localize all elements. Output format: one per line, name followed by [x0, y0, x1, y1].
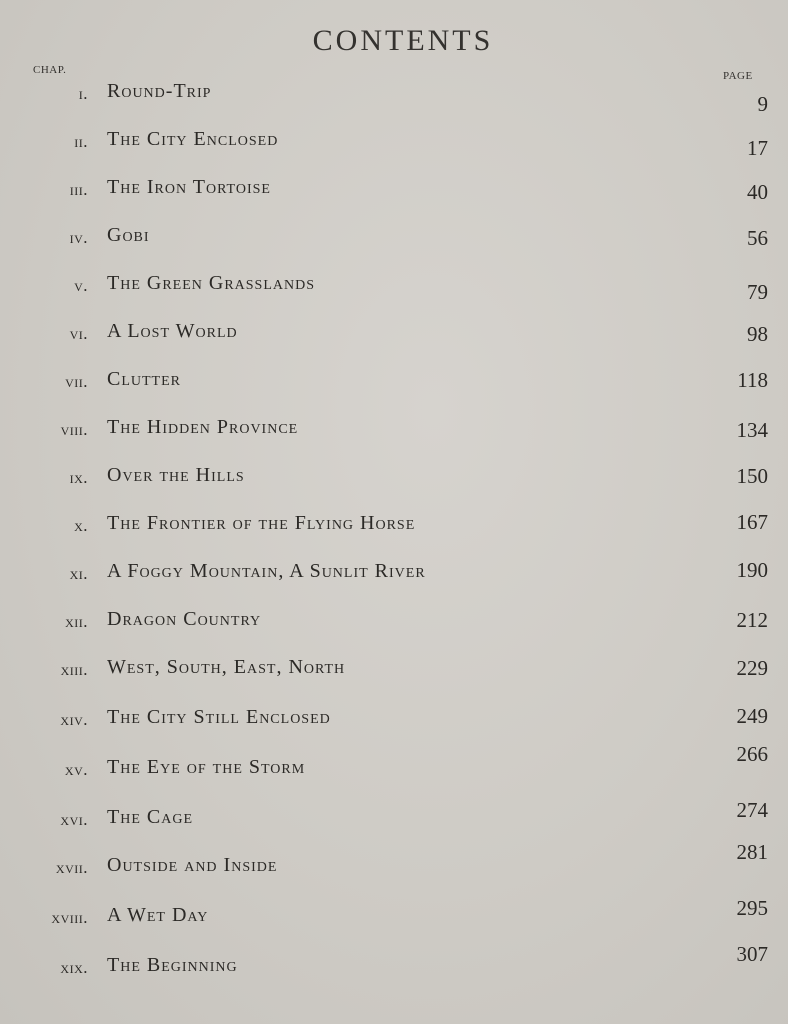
chapter-page-number: 40 [747, 180, 768, 204]
chapter-title: The City Enclosed [107, 128, 279, 150]
toc-entry [0, 840, 788, 884]
chapter-page-number: 134 [736, 418, 768, 442]
chapter-number: x. [74, 516, 88, 535]
chapter-page-number: 274 [736, 798, 768, 822]
chapter-title: A Lost World [107, 320, 238, 342]
chapter-number: iv. [69, 228, 88, 247]
chapter-title: Outside and Inside [107, 854, 278, 876]
toc-entry [0, 656, 788, 686]
chapter-title: The Eye of the Storm [107, 756, 306, 778]
chapter-title: The City Still Enclosed [107, 706, 331, 728]
chapter-number: xvi. [60, 810, 88, 829]
toc-entry [0, 128, 788, 158]
chapter-number: vii. [65, 372, 88, 391]
page-title: CONTENTS [312, 24, 494, 57]
chapter-page-number: 98 [747, 322, 768, 346]
chapter-page-number: 150 [736, 464, 768, 488]
chapter-number: xi. [69, 564, 88, 583]
chapter-number: v. [74, 276, 88, 295]
toc-entry [0, 176, 788, 206]
toc-entry [0, 368, 788, 398]
toc-entry [0, 742, 788, 786]
chapter-title: The Beginning [107, 954, 238, 976]
toc-entry [0, 416, 788, 446]
toc-entry [0, 512, 788, 542]
toc-entry [0, 942, 788, 984]
toc-entry [0, 560, 788, 590]
toc-entry [0, 706, 788, 736]
chapter-number: iii. [69, 180, 88, 199]
chapter-number: xv. [64, 760, 88, 779]
chapter-page-number: 229 [736, 656, 768, 680]
page-column-header: PAGE [723, 70, 753, 82]
chapter-page-number: 266 [736, 742, 768, 766]
chapter-page-number: 212 [736, 608, 768, 632]
chapter-page-number: 56 [747, 226, 768, 250]
chapter-title: A Foggy Mountain, A Sunlit River [107, 560, 426, 582]
chapter-page-number: 79 [747, 280, 768, 304]
chapter-number: xii. [65, 612, 88, 631]
chapter-column-header: CHAP. [33, 64, 67, 76]
toc-entry [0, 272, 788, 302]
chapter-title: Over the Hills [107, 464, 245, 486]
toc-entry [0, 224, 788, 254]
chapter-page-number: 281 [736, 840, 768, 864]
chapter-title: The Hidden Province [107, 416, 299, 438]
chapter-title: The Cage [107, 806, 193, 828]
chapter-page-number: 167 [736, 510, 768, 534]
chapter-page-number: 190 [736, 558, 768, 582]
chapter-title: Dragon Country [107, 608, 262, 630]
chapter-title: A Wet Day [107, 904, 209, 926]
chapter-title: Clutter [107, 368, 181, 390]
chapter-number: xvii. [55, 858, 88, 877]
chapter-number: xiii. [60, 660, 88, 679]
chapter-title: Round-Trip [107, 80, 212, 102]
chapter-title: The Green Grasslands [107, 272, 316, 294]
chapter-number: viii. [60, 420, 88, 439]
chapter-number: xix. [60, 958, 88, 977]
chapter-page-number: 17 [747, 136, 768, 160]
toc-entry [0, 320, 788, 350]
chapter-title: West, South, East, North [107, 656, 346, 678]
chapter-page-number: 249 [736, 704, 768, 728]
toc-entry [0, 896, 788, 934]
chapter-number: xiv. [60, 710, 88, 729]
chapter-number: i. [78, 84, 88, 103]
toc-entry [0, 798, 788, 836]
toc-entry [0, 608, 788, 638]
toc-entry [0, 464, 788, 494]
chapter-number: vi. [69, 324, 88, 343]
chapter-title: The Iron Tortoise [107, 176, 271, 198]
chapter-title: The Frontier of the Flying Horse [107, 512, 416, 534]
chapter-number: ix. [69, 468, 88, 487]
chapter-page-number: 118 [737, 368, 768, 392]
chapter-page-number: 295 [736, 896, 768, 920]
chapter-number: xviii. [51, 908, 88, 927]
toc-entry [0, 80, 788, 116]
chapter-number: ii. [74, 132, 88, 151]
chapter-page-number: 307 [736, 942, 768, 966]
chapter-page-number: 9 [757, 92, 768, 116]
chapter-title: Gobi [107, 224, 150, 246]
